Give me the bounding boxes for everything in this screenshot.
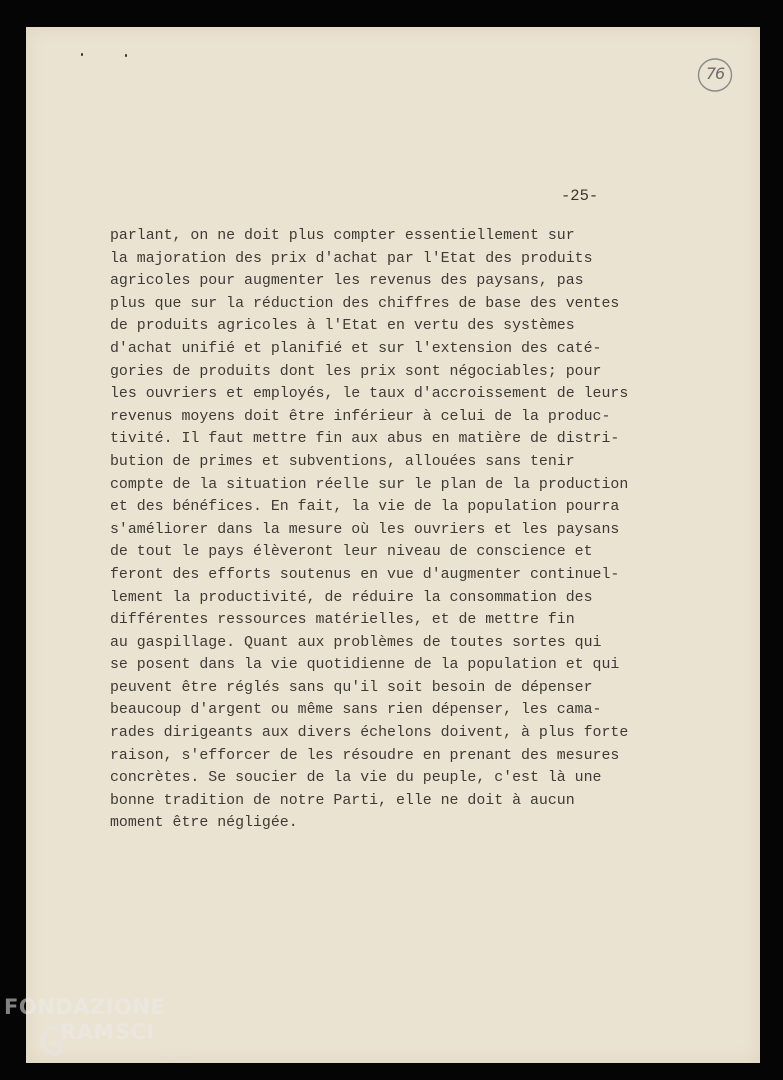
text-line: gories de produits dont les prix sont négociables; pour xyxy=(110,363,602,380)
paper-speck xyxy=(125,54,127,57)
folio-number: 76 xyxy=(705,64,725,83)
text-line: et des bénéfices. En fait, la vie de la population pourra xyxy=(110,499,620,516)
text-line: lement la productivité, de réduire la consommation des xyxy=(110,589,593,606)
text-line: bution de primes et subventions, allouées sans tenir xyxy=(110,453,575,470)
text-line: au gaspillage. Quant aux problèmes de toutes sortes qui xyxy=(110,634,602,651)
watermark-line2: RAMSCI xyxy=(60,1020,155,1044)
typewritten-body xyxy=(110,225,730,835)
text-line: se posent dans la vie quotidienne de la population et qui xyxy=(110,657,620,674)
text-line: s'améliorer dans la mesure où les ouvriers et les paysans xyxy=(110,521,620,538)
text-line: peuvent être réglés sans qu'il soit besoin de dépenser xyxy=(110,679,593,696)
text-line: compte de la situation réelle sur le plan de la production xyxy=(110,476,629,493)
text-line: beaucoup d'argent ou même sans rien dépenser, les cama- xyxy=(110,702,602,719)
watermark-suffix: onlus xyxy=(162,1053,187,1063)
text-line: la majoration des prix d'achat par l'Etat des produits xyxy=(110,250,593,267)
text-line: différentes ressources matérielles, et de mettre fin xyxy=(110,612,575,629)
text-line: plus que sur la réduction des chiffres de base des ventes xyxy=(110,295,620,312)
text-line: agricoles pour augmenter les revenus des paysans, pas xyxy=(110,273,584,290)
text-line: bonne tradition de notre Parti, elle ne doit à aucun xyxy=(110,792,575,809)
text-line: moment être négligée. xyxy=(110,815,298,832)
text-line: concrètes. Se soucier de la vie du peuple, c'est là une xyxy=(110,770,602,787)
text-line: d'achat unifié et planifié et sur l'extension des caté- xyxy=(110,340,602,357)
text-line: parlant, on ne doit plus compter essentiellement sur xyxy=(110,228,575,244)
fondazione-gramsci-watermark xyxy=(4,995,204,1080)
watermark-line1: FONDAZIONE xyxy=(4,995,166,1019)
text-line: rades dirigeants aux divers échelons doivent, à plus forte xyxy=(110,725,629,742)
paper-speck xyxy=(81,53,83,56)
text-line: tivité. Il faut mettre fin aux abus en matière de distri- xyxy=(110,431,620,448)
text-line: de tout le pays élèveront leur niveau de conscience et xyxy=(110,544,593,561)
text-line: raison, s'efforcer de les résoudre en prenant des mesures xyxy=(110,747,620,764)
text-line: revenus moyens doit être inférieur à celui de la produc- xyxy=(110,408,611,425)
text-line: les ouvriers et employés, le taux d'accroissement de leurs xyxy=(110,386,629,403)
text-line: de produits agricoles à l'Etat en vertu des systèmes xyxy=(110,318,575,335)
document-page xyxy=(26,27,760,1063)
folio-stamp xyxy=(697,57,733,93)
text-line: feront des efforts soutenus en vue d'augmenter continuel- xyxy=(110,566,620,583)
page-number: -25- xyxy=(561,187,599,205)
